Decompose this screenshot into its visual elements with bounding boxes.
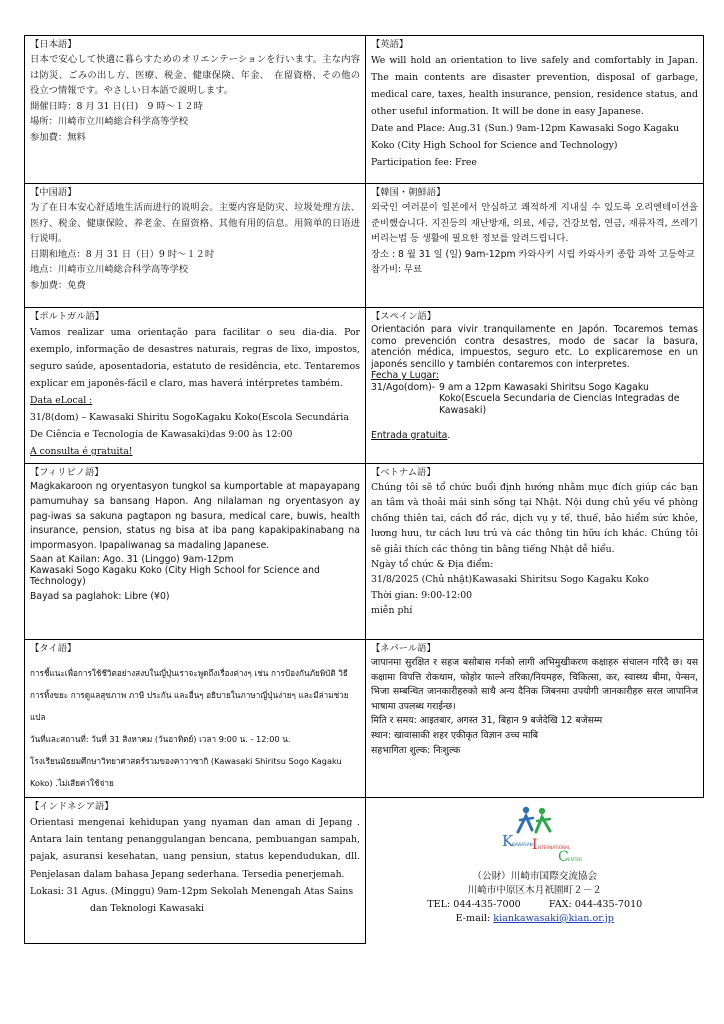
label-nepali: 【ネパール語】 [371,643,436,654]
cell-spanish [366,308,704,464]
svg-text:I: I [531,837,538,853]
logo-figure [539,808,545,814]
korean-place: 장소 : 8 월 31 일 (일) 9am-12pm 카와사키 시립 카와사키 종합 과학 고등학교 [371,248,695,260]
japanese-date: 開催日時：8 月 31 日(日) 9 時～１２時 [30,100,203,112]
label-thai: 【タイ語】 [30,643,77,654]
cell-indonesian [25,798,366,944]
label-korean: 【韓国・朝鮮語】 [371,187,446,198]
spanish-date-label: Fecha y Lugar: [371,370,439,381]
label-english: 【英語】 [371,39,409,50]
org-name: （公財）川崎市国際交流協会 [472,871,598,882]
vietnamese-date-label: Ngày tổ chức & Địa điểm: [371,559,494,571]
filipino-body: Magkakaroon ng oryentasyon tungkol sa kumportable at mapayapang pamumuhay sa bansang Hapon. Ang nilalaman ng oryentasyon ay pag-iwas sa sakuna pagtapon ng basura, medical care, buwis, health insurance, pension, status ng bisa at iba pang kapakipakinabang na impormasyon. Ipapaliwanag sa madaling Japanese. [30,481,360,552]
spanish-date-row [371,382,698,417]
english-body: We will hold an orientation to live safely and comfortably in Japan. The main contents are disaster prevention, disposal of garbage, medical care, taxes, health insurance, pension, residence status, and other useful information. It will be done in easy Japanese. [371,55,698,117]
org-phone-line [371,898,699,912]
org-tel: TEL: 044-435-7000 [427,899,521,910]
chinese-body: 为了在日本安心舒适地生活而进行的说明会。主要内容是防灾、垃圾处理方法、医疗、税金、健康保险、养老金、在留资格、其他有用的信息。用简单的日语进行说明。 [30,202,360,245]
spanish-date-key: 31/Ago(dom)- [371,381,436,393]
japanese-place: 場所：川崎市立川崎総合科学高等学校 [30,116,189,128]
org-email-line [371,912,699,926]
thai-body: การชี้แนะเพื่อการใช้ชีวิตอย่างสงบในญี่ปุ่นเราจะพูดถึงเรื่องต่างๆ เช่น การป้องกันภัยพิบัติ วิธีการทิ้งขยะ การดูแลสุขภาพ ภาษี ประกัน และอื่นๆ อธิบายในภาษาญี่ปุ่นง่ายๆ และมีล่ามช่วยแปล [30,668,349,722]
label-portuguese: 【ポルトガル語】 [30,311,105,322]
nepali-body: जापानमा सुरक्षित र सहज बसोबास गर्नको लागी अभिमुखीकरण कक्षाहरु संचालन गरिदै छ। यस कक्षामा विपत्ति रोकथाम, फोहोर फाल्ने तरिका/नियमहरु, चिकित्सा, कर, स्वास्थ्य बीमा, पेन्सन, भिजा सम्बन्धित जानकारीहरुको साथै अन्य दैनिक जिबनमा उपयोगी जानकारीहरु सरल जापानिज भाषामा उपलब्ध गराईन्छ। [371,657,698,712]
cell-japanese [25,36,366,184]
spanish-date-value: 9 am a 12pm Kawasaki Shiritsu Sogo Kagaku Koko(Escuela Secundaria de Ciencias Integradas de Kawasaki) [439,381,680,416]
logo-figure [520,818,533,820]
svg-text:K: K [501,832,513,850]
spanish-body: Orientación para vivir tranquilamente en Japón. Tocaremos temas como prevención contra desastres, modo de sacar la basura, atención médica, impuestos, seguro etc. Lo explicaremose en un japonés sencillo y también contaremos con interpretes. [371,324,698,370]
cell-contact [366,798,704,944]
vietnamese-fee: miễn phí [371,605,413,617]
org-email-link[interactable]: kiankawasaki@kian.or.jp [493,913,614,924]
org-address: 川崎市中原区木月祇園町２－２ [467,885,602,896]
filipino-date: Saan at Kailan: Ago. 31 (Linggo) 9am-12pm [30,553,234,565]
svg-text:KAWASAKI: KAWASAKI [511,842,534,847]
filipino-fee: Bayad sa paglahok: Libre (¥0) [30,590,170,602]
chinese-fee: 参加费：免费 [30,279,86,291]
label-indonesian: 【インドネシア語】 [30,801,114,812]
cell-filipino [25,464,366,640]
korean-fee: 참가비: 무료 [371,264,422,276]
vietnamese-time: Thời gian: 9:00-12:00 [371,589,473,601]
orientation-notice [24,35,703,944]
japanese-body: 日本で安心して快適に暮らすためのオリエンテーションを行います。主な内容は防災、ごみの出し方、医療、税金、健康保険、年金、 在留資格、その他の役立つ情報です。やさしい日本語で説明します。 [30,54,360,97]
logo-figure [523,807,529,813]
nepali-place: स्थान: खावासाकी शहर एकीकृत विज्ञान उच्च माबि [371,729,539,741]
english-date-place: Date and Place: Aug.31 (Sun.) 9am-12pm Kawasaki Sogo Kagaku Koko (City High School for Science and Technology) [371,123,680,151]
spanish-fee: Entrada gratuita [371,430,448,441]
cell-nepali [366,640,704,798]
cell-chinese [25,184,366,308]
filipino-place: Kawasaki Sogo Kagaku Koko (City High School for Science and Technology) [30,564,320,587]
portuguese-body: Vamos realizar uma orientação para facilitar o seu dia-dia. Por exemplo, informação de desastres naturais, regras de lixo, impostos, seguro saúde, aposentadoria, estatuto de residência, etc. Tentaremos explicar em japonês-fácil e claro, mas haverá intérpretes também. [30,327,360,389]
label-japanese: 【日本語】 [30,39,77,50]
vietnamese-date: 31/8/2025 (Chủ nhật)Kawasaki Shiritsu Sogo Kagaku Koko [371,574,649,586]
nepali-date: मिति र समय: आइतबार, अगस्त 31, बिहान 9 बजेदेखि 12 बजेसम्म [371,715,603,727]
chinese-place: 地点：川崎市立川崎総合科学高等学校 [30,264,189,276]
label-spanish: 【スペイン語】 [371,311,437,322]
portuguese-fee: A consulta é gratuita! [30,446,133,457]
indonesian-place: Lokasi: 31 Agus. (Minggu) 9am-12pm Sekolah Menengah Atas Sains [30,885,354,897]
japanese-fee: 参加費：無料 [30,131,86,143]
korean-body: 외국인 여러분이 일본에서 안심하고 쾌적하게 지내실 수 있도록 오리엔테이션을 준비했습니다. 지진등의 재난방재, 의료, 세금, 건강보험, 연금, 재류자격, 쓰레기 버리는법 등 생활에 필요한 정보를 알려드립니다. [371,202,698,245]
thai-place: โรงเรียนมัธยมศึกษาวิทยาศาสตร์รวมของคาวาซากิ (Kawasaki Shiritsu Sogo Kagaku Koko) .ไม่เสียค่าใช้จ่าย [30,756,342,788]
cell-thai [25,640,366,798]
org-email-label: E-mail: [455,913,491,924]
cell-vietnamese [366,464,704,640]
nepali-fee: सहभागिता शुल्क: निःशुल्क [371,744,461,756]
portuguese-date: 31/8(dom) – Kawasaki Shiritu SogoKagaku Koko(Escola Secundária De Ciência e Tecnologia de Kawasaki)das 9:00 às 12:00 [30,412,349,440]
label-vietnamese: 【ベトナム語】 [371,467,436,478]
org-fax: FAX: 044-435-7010 [548,899,643,910]
svg-text:C: C [557,849,569,864]
language-grid [24,35,704,944]
portuguese-date-label: Data eLocal : [30,395,93,406]
label-chinese: 【中国語】 [30,187,77,198]
cell-korean [366,184,704,308]
cell-portuguese [25,308,366,464]
spanish-fee-line: Entrada gratuita. [371,430,451,441]
chinese-date: 日期和地点：8 月 31 日（日）9 时～１２时 [30,248,215,260]
svg-text:NTERNATIONAL: NTERNATIONAL [537,845,571,850]
english-fee: Participation fee: Free [371,157,477,168]
indonesian-body: Orientasi mengenai kehidupan yang nyaman dan aman di Jepang . Antara lain tentang penanggulangan bencana, pembuangan sampah, pajak, asuransi kesehatan, uang pensiun, status kependudukan, dll. Penjelasan dalam bahasa Jepang sederhana. Tersedia penerjemah. [30,817,360,880]
svg-text:ENTER: ENTER [567,857,582,862]
logo-figure [537,819,550,821]
label-filipino: 【フィリピノ語】 [30,467,104,478]
vietnamese-body: Chúng tôi sẽ tổ chức buổi định hướng nhằm mục đích giúp các bạn an tâm và thoải mái sinh sống tại Nhật. Nội dung chủ yếu về phòng chống thiên tai, cách đổ rác, dịch vụ y tế, thuế, bảo hiểm sức khỏe, lương hưu, tư cách lưu trú và các thông tin hữu ích khác. Chúng tôi sẽ giải thích các thông tin bằng tiếng Nhật dễ hiểu. [371,482,698,555]
contact-block [371,800,699,926]
indonesian-place-2: dan Teknologi Kawasaki [90,903,204,915]
cell-english [366,36,704,184]
thai-date: วันที่และสถานที่: วันที่ 31 สิงหาคม (วันอาทิตย์) เวลา 9:00 น. - 12:00 น. [30,734,291,744]
kian-logo [460,802,610,864]
